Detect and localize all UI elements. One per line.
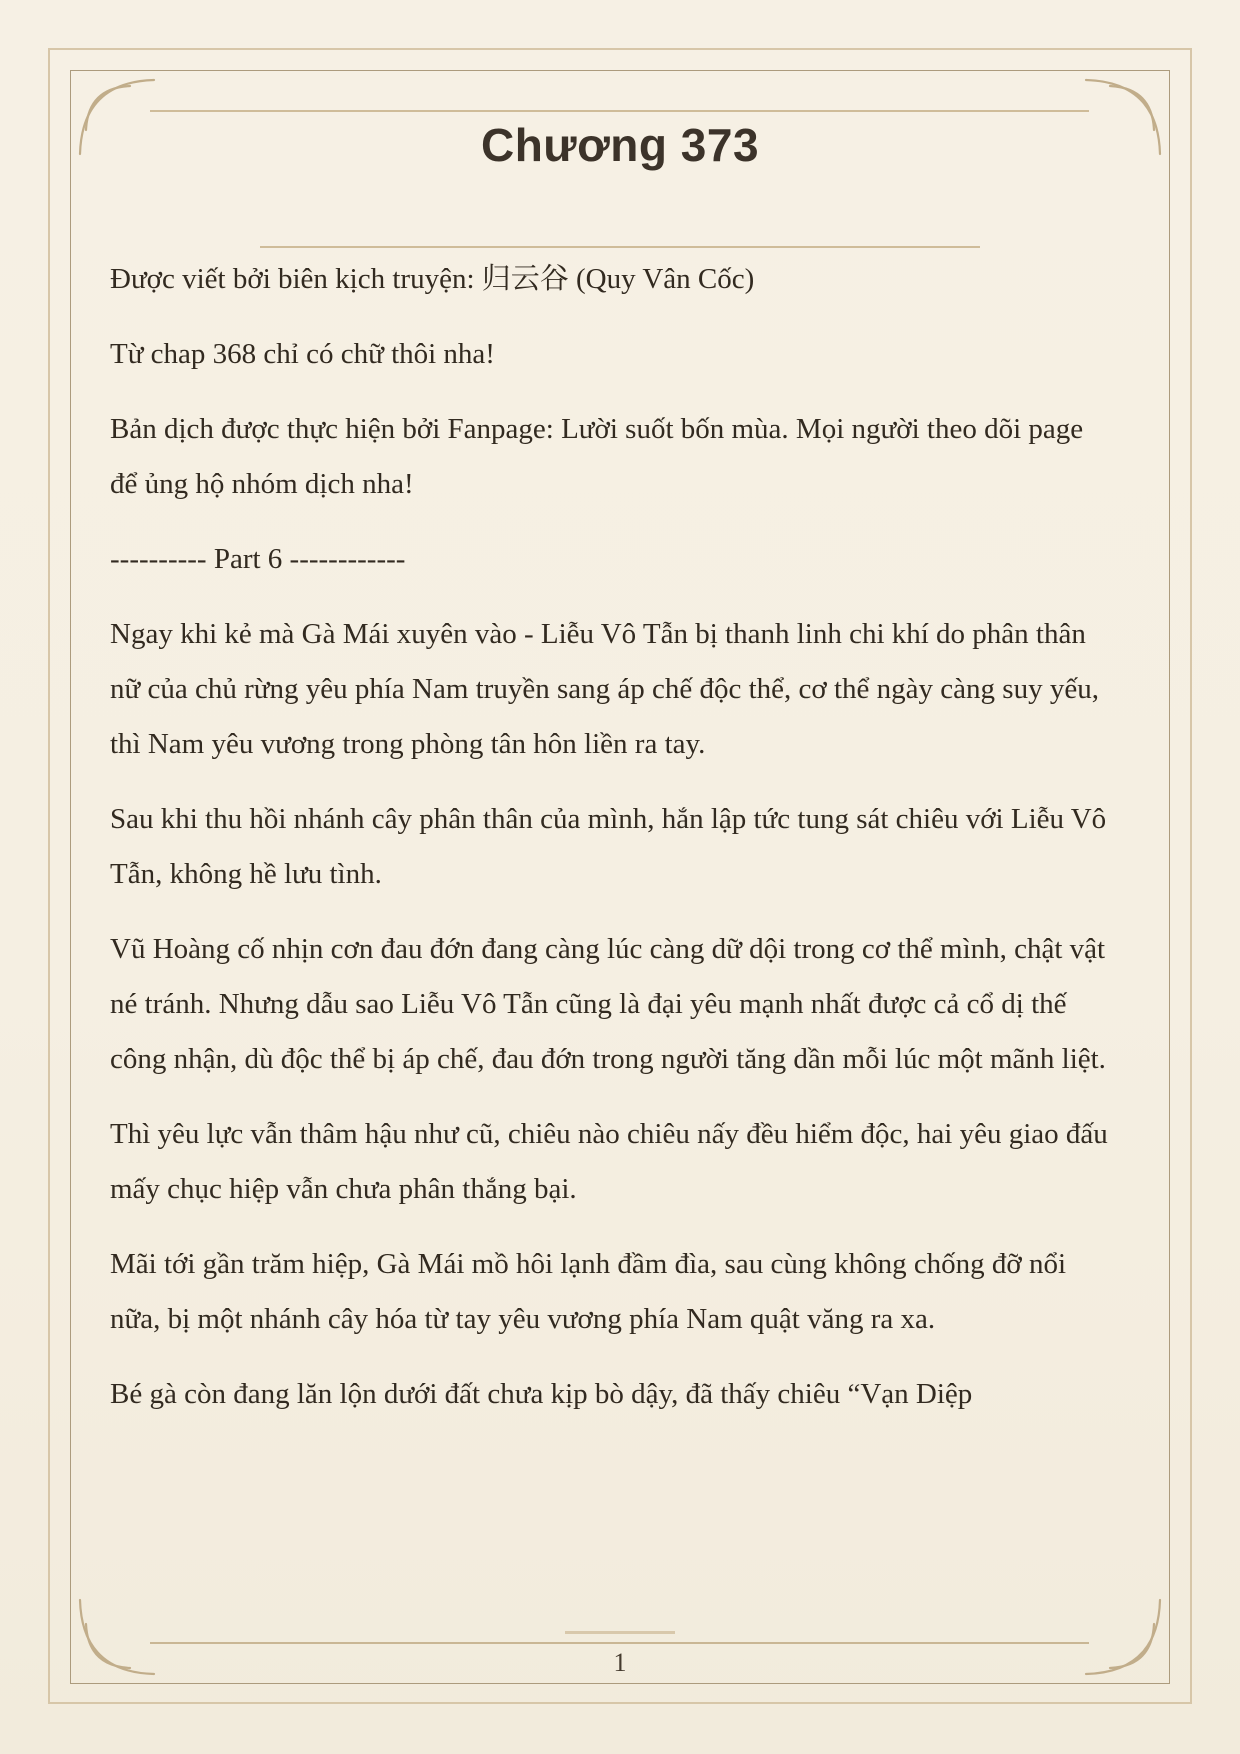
- chapter-body: [110, 252, 1112, 1442]
- paragraph: Bé gà còn đang lăn lộn dưới đất chưa kịp bò dậy, đã thấy chiêu “Vạn Diệp: [110, 1378, 973, 1410]
- paragraph: Thì yêu lực vẫn thâm hậu như cũ, chiêu nào chiêu nấy đều hiểm độc, hai yêu giao đấu mấy chục hiệp vẫn chưa phân thắng bại.: [110, 1118, 1108, 1205]
- paragraph: Mãi tới gần trăm hiệp, Gà Mái mồ hôi lạnh đầm đìa, sau cùng không chống đỡ nổi nữa, bị một nhánh cây hóa từ tay yêu vương phía Nam quật văng ra xa.: [110, 1248, 1067, 1335]
- chapter-title: Chương 373: [480, 119, 760, 171]
- footer-accent-rule: [565, 1631, 675, 1634]
- paragraph: Vũ Hoàng cố nhịn cơn đau đớn đang càng lúc càng dữ dội trong cơ thể mình, chật vật né tránh. Nhưng dẫu sao Liễu Vô Tẫn cũng là đại yêu mạnh nhất được cả cổ dị thế công nhận, dù độc thể bị áp chế, đau đớn trong người tăng dần mỗi lúc một mãnh liệt.: [110, 933, 1106, 1075]
- paragraph: ---------- Part 6 ------------: [110, 543, 406, 575]
- footer-rule: [150, 1642, 1089, 1644]
- paragraph: Được viết bởi biên kịch truyện: 归云谷 (Quy Vân Cốc): [110, 263, 755, 295]
- paragraph: Từ chap 368 chỉ có chữ thôi nha!: [110, 338, 495, 370]
- paragraph: Sau khi thu hồi nhánh cây phân thân của mình, hắn lập tức tung sát chiêu với Liễu Vô Tẫn, không hề lưu tình.: [110, 803, 1107, 890]
- header-rule: [150, 110, 1089, 112]
- page-number: 1: [613, 1648, 627, 1677]
- paragraph: Ngay khi kẻ mà Gà Mái xuyên vào - Liễu Vô Tẫn bị thanh linh chi khí do phân thân nữ của chủ rừng yêu phía Nam truyền sang áp chế độc thể, cơ thể ngày càng suy yếu, thì Nam yêu vương trong phòng tân hôn liền ra tay.: [110, 618, 1099, 760]
- paragraph: Bản dịch được thực hiện bởi Fanpage: Lười suốt bốn mùa. Mọi người theo dõi page để ủng hộ nhóm dịch nha!: [110, 413, 1084, 500]
- title-underline-rule: [260, 246, 980, 248]
